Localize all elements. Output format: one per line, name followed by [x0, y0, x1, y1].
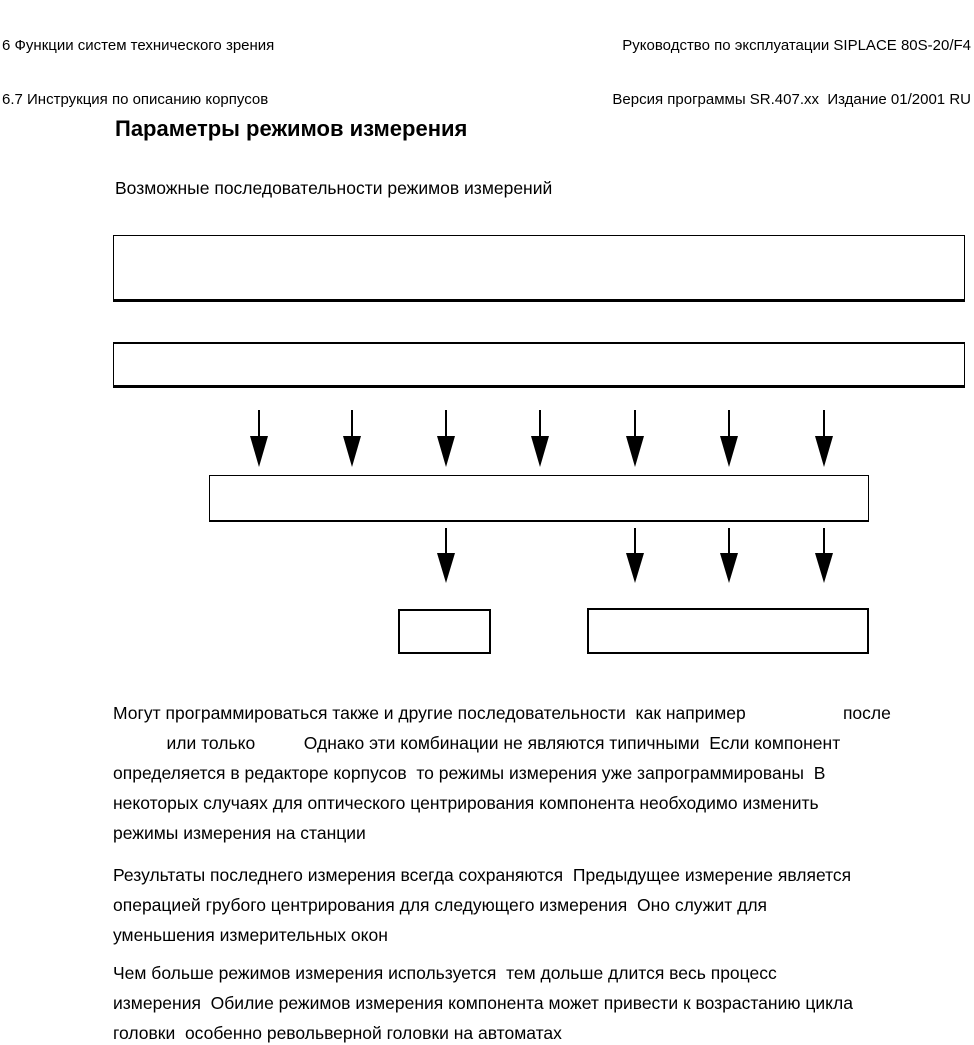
arrow-down-icon [812, 528, 836, 586]
diagram-box-bottom-small [398, 609, 491, 654]
header-right [612, 1, 971, 145]
text-line: головки особенно револьверной головки на автоматах [113, 1023, 562, 1043]
text-line: или только Однако эти комбинации не являются типичными Если компонент [113, 733, 841, 753]
diagram-box-second [113, 342, 965, 388]
text-line: уменьшения измерительных окон [113, 925, 388, 945]
header-manual-name: Руководство по эксплуатации SIPLACE 80S-20/F4 [622, 37, 971, 54]
text-line: некоторых случаях для оптического центрирования компонента необходимо изменить [113, 793, 819, 813]
arrow-down-icon [434, 410, 458, 468]
text-line: режимы измерения на станции [113, 823, 366, 843]
arrow-down-icon [623, 410, 647, 468]
text-line: Результаты последнего измерения всегда сохраняются Предыдущее измерение является [113, 865, 852, 885]
arrow-down-icon [717, 410, 741, 468]
text-line: определяется в редакторе корпусов то режимы измерения уже запрограммированы В [113, 763, 826, 783]
text-line: Могут программироваться также и другие последовательности как например после [113, 703, 891, 723]
arrow-down-icon [434, 528, 458, 586]
arrow-down-icon [340, 410, 364, 468]
paragraph-other-sequences [113, 698, 973, 848]
header-chapter: 6 Функции систем технического зрения [2, 37, 275, 54]
header-section: 6.7 Инструкция по описанию корпусов [2, 91, 269, 108]
text-line: Чем больше режимов измерения используется тем дольше длится весь процесс [113, 963, 777, 983]
text-line: операцией грубого центрирования для следующего измерения Оно служит для [113, 895, 768, 915]
arrow-down-icon [247, 410, 271, 468]
diagram-box-top [113, 235, 965, 302]
header-version-edition: Версия программы SR.407.xx Издание 01/2001 RU [612, 91, 971, 108]
arrow-down-icon [812, 410, 836, 468]
arrow-down-icon [623, 528, 647, 586]
diagram-box-bottom-wide [587, 608, 869, 654]
text-line: измерения Обилие режимов измерения компонента может привести к возрастанию цикла [113, 993, 853, 1013]
arrow-down-icon [717, 528, 741, 586]
page-subtitle: Возможные последовательности режимов измерений [115, 178, 553, 198]
paragraph-results-saved [113, 860, 973, 950]
page-title: Параметры режимов измерения [115, 116, 468, 141]
arrow-down-icon [528, 410, 552, 468]
diagram-box-middle [209, 475, 869, 522]
paragraph-measurement-duration [113, 958, 973, 1045]
